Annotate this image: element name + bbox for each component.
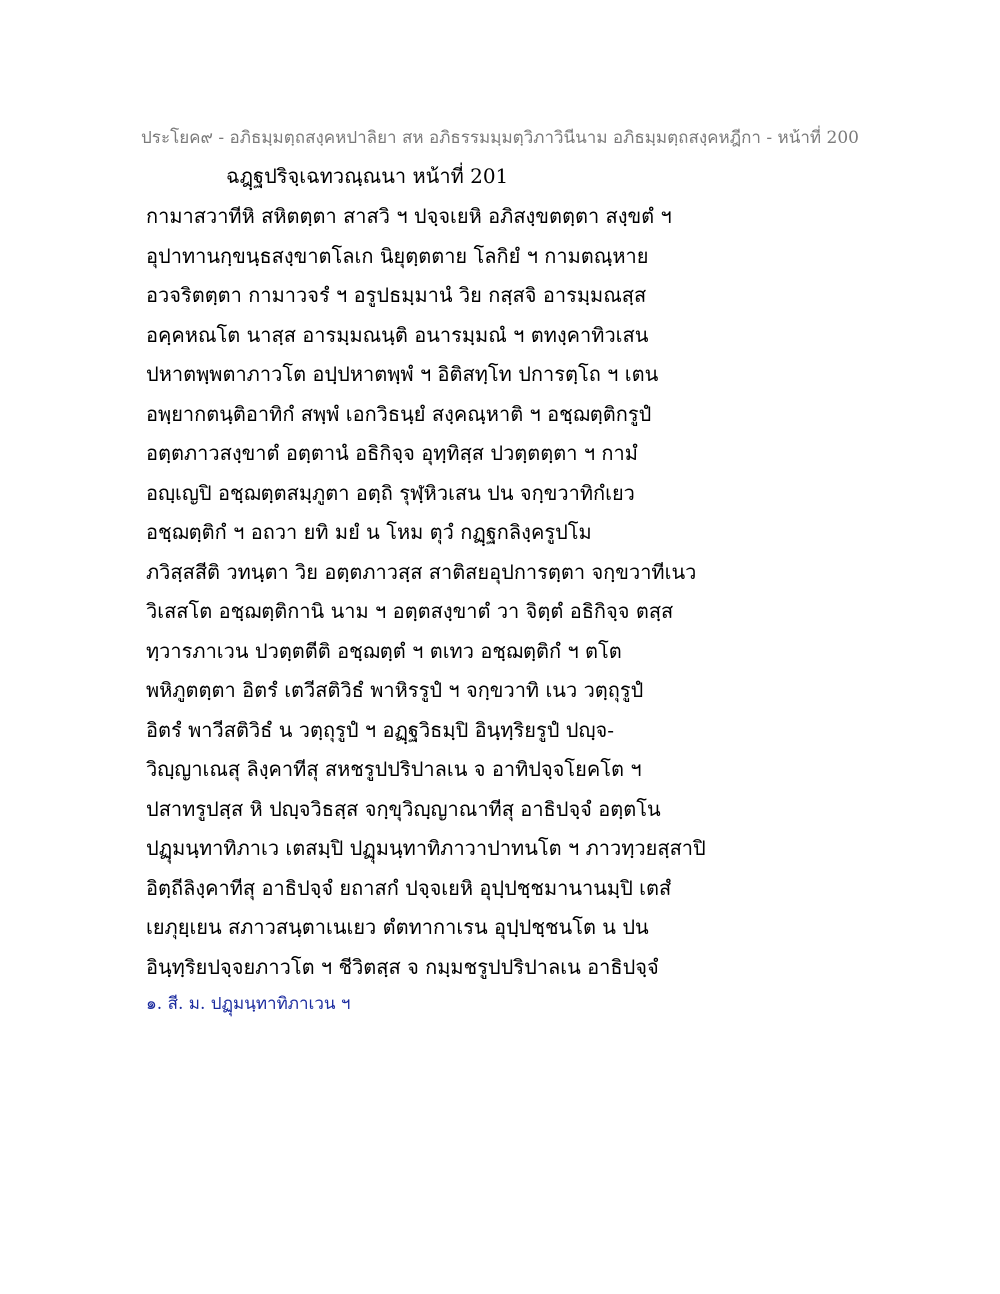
body-line: อญฺเญปิ อชฺฌตฺตสมฺภูตา อตฺถิ รุฬฺหิวเสน ปน จกฺขวาทิกํเยว [146, 480, 635, 505]
body-line: อิตฺถีลิงฺคาทีสุ อาธิปจฺจํ ยถาสกํ ปจฺจเยหิ อุปฺปชฺชมานานมฺปิ เตสํ [146, 875, 672, 900]
body-line: เยภุยฺเยน สภาวสนฺตาเนเยว ตํตทากาเรน อุปฺปชฺชนโต น ปน [146, 915, 649, 939]
footnote: ๑. สี. ม. ปฏุมนฺทาทิภาเวน ฯ [146, 994, 351, 1014]
body-line: อิตรํ พาวีสติวิธํ น วตฺถุรูปํ ฯ อฏฺฐวิธมฺปิ อินฺทฺริยรูปํ ปญฺจ- [146, 717, 614, 742]
body-line: วิเสสโต อชฺฌตฺติกานิ นาม ฯ อตฺตสงฺขาตํ วา จิตฺตํ อธิกิจฺจ ตสฺส [146, 599, 674, 623]
body-line: กามาสวาทีหิ สหิตตฺตา สาสวิ ฯ ปจฺจเยหิ อภิสงฺขตตฺตา สงฺขตํ ฯ [146, 204, 672, 228]
section-title: ฉฎฺฐปริจฺเฉทวณฺณนา หน้าที่ 201 [226, 164, 509, 188]
body-line: อุปาทานกฺขนฺธสงฺขาตโลเก นิยุตฺตตาย โลกิยํ ฯ กามตณฺหาย [146, 243, 649, 268]
body-text [146, 200, 866, 990]
body-line: ปสาทรูปสฺส หิ ปญฺจวิธสฺส จกฺขุวิญฺญาณาทีสุ อาธิปจฺจํ อตฺตโน [146, 796, 661, 821]
body-line: อชฺฌตฺติกํ ฯ อถวา ยทิ มยํ น โหม ตุวํ กฏฺฐกลิงฺครูปโม [146, 520, 592, 544]
body-line: พหิภูตตฺตา อิตรํ เตวีสติวิธํ พาหิรรูปํ ฯ จกฺขวาทิ เนว วตฺถุรูปํ [146, 678, 644, 702]
body-line: อินฺทฺริยปจฺจยภาวโต ฯ ชีวิตสฺส จ กมฺมชรูปปริปาลเน อาธิปจฺจํ [146, 954, 659, 979]
body-line: อคฺคหณโต นาสฺส อารมฺมณนฺติ อนารมฺมณํ ฯ ตทงฺคาทิวเสน [146, 322, 649, 347]
body-line: อวจริตตฺตา กามาวจรํ ฯ อรูปธมฺมานํ วิย กสฺสจิ อารมฺมณสฺส [146, 283, 647, 307]
body-line: ทฺวารภาเวน ปวตฺตตีติ อชฺฌตฺตํ ฯ ตเทว อชฺฌตฺติกํ ฯ ตโต [146, 638, 622, 663]
running-header: ประโยค๙ - อภิธมฺมตฺถสงฺคหปาลิยา สห อภิธรรมมฺมตฺวิภาวินีนาม อภิธมฺมตฺถสงฺคหฎีกา - หน้าที่ 200 [141, 128, 859, 148]
body-line: ปฏุมนฺทาทิภาเว เตสมฺปิ ปฏุมนฺทาทิภาวาปาทนโต ฯ ภาวทฺวยสฺสาปิ [146, 836, 706, 860]
body-line: ปหาตพฺพตาภาวโต อปฺปหาตพฺพํ ฯ อิติสทฺโท ปการตฺโถ ฯ เตน [146, 362, 659, 386]
body-line: วิญฺญาเณสุ ลิงฺคาทีสุ สหชรูปปริปาลเน จ อาทิปจฺจโยคโต ฯ [146, 757, 642, 781]
body-line: อพฺยากตนฺติอาทิกํ สพฺพํ เอกวิธนฺยํ สงฺคณฺหาติ ฯ อชฺฌตฺติกรูปํ [146, 401, 652, 426]
body-line: อตฺตภาวสงฺขาตํ อตฺตานํ อธิกิจฺจ อุทฺทิสฺส ปวตฺตตฺตา ฯ กามํ [146, 441, 638, 465]
body-line: ภวิสฺสสีติ วทนฺตา วิย อตฺตภาวสฺส สาติสยอุปการตฺตา จกฺขวาทีเนว [146, 559, 697, 584]
